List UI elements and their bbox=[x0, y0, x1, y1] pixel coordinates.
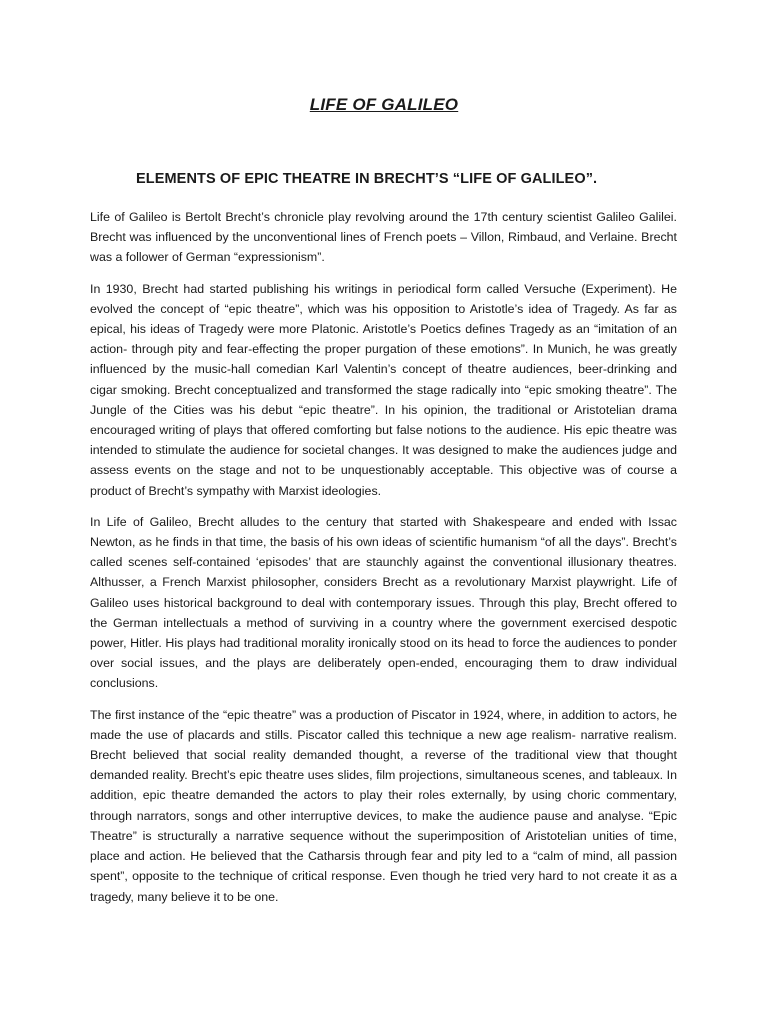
paragraph-epic-theatre-origins: In 1930, Brecht had started publishing his writings in periodical form called Versuche (Experiment). He evolved the concept of “epic theatre”, which was his opposition to Aristotle’s idea of Tragedy. As far as epical, his ideas of Tragedy were more Platonic. Aristotle’s Poetics defines Tragedy as an “imitation of an action- through pity and fear-effecting the proper purgation of these emotions”. In Munich, he was greatly influenced by the music-hall comedian Karl Valentin’s concept of theatre audiences, beer-drinking and cigar smoking. Brecht conceptualized and transformed the stage radically into “epic smoking theatre”. The Jungle of the Cities was his debut “epic theatre”. In his opinion, the traditional or Aristotelian drama encouraged writing of plays that offered comforting but false notions to the audience. His epic theatre was intended to stimulate the audience for societal changes. It was designed to make the audiences judge and assess events on the stage and not to be unquestionably acceptable. This objective was of course a product of Brecht’s sympathy with Marxist ideologies. bbox=[90, 281, 677, 498]
paragraph-piscator: The first instance of the “epic theatre” was a production of Piscator in 1924, where, in addition to actors, he made the use of placards and stills. Piscator called this technique a new age realism- narrative realism. Brecht believed that social reality demanded thought, a reverse of the traditional view that thought demanded reality. Brecht’s epic theatre uses slides, film projections, simultaneous scenes, and tableaux. In addition, epic theatre demanded the actors to play their roles externally, by using choric commentary, through narrators, songs and other interruptive devices, to make the audience pause and analyse. “Epic Theatre” is structurally a narrative sequence without the superimposition of Aristotelian unities of time, place and action. He believed that the Catharsis through fear and pity led to a “calm of mind, all passion spent”, opposite to the technique of critical response. Even though he tried very hard to not create it as a tragedy, many believe it to be one. bbox=[90, 707, 677, 904]
document-body bbox=[90, 207, 677, 918]
document-title: LIFE OF GALILEO bbox=[309, 95, 459, 114]
paragraph-intro: Life of Galileo is Bertolt Brecht’s chronicle play revolving around the 17th century scientist Galileo Galilei. Brecht was influenced by the unconventional lines of French poets – Villon, Rimbaud, and Verlaine. Brecht was a follower of German “expressionism”. bbox=[90, 210, 677, 265]
document-subtitle: ELEMENTS OF EPIC THEATRE IN BRECHT’S “LIFE OF GALILEO”. bbox=[136, 171, 598, 187]
paragraph-life-of-galileo: In Life of Galileo, Brecht alludes to the century that started with Shakespeare and ended with Issac Newton, as he finds in that time, the basis of his own ideas of scientific humanism “of all the days”. Brecht’s called scenes self-contained ‘episodes’ that are staunchly against the conventional illusionary theatres. Althusser, a French Marxist philosopher, considers Brecht as a revolutionary Marxist playwright. Life of Galileo uses historical background to deal with contemporary issues. Through this play, Brecht offered to the German intellectuals a method of surviving in a country where the government exercised despotic power, Hitler. His plays had traditional morality ironically stood on its head to force the audiences to ponder over social issues, and the plays are deliberately open-ended, encouraging them to draw individual conclusions. bbox=[90, 514, 677, 691]
